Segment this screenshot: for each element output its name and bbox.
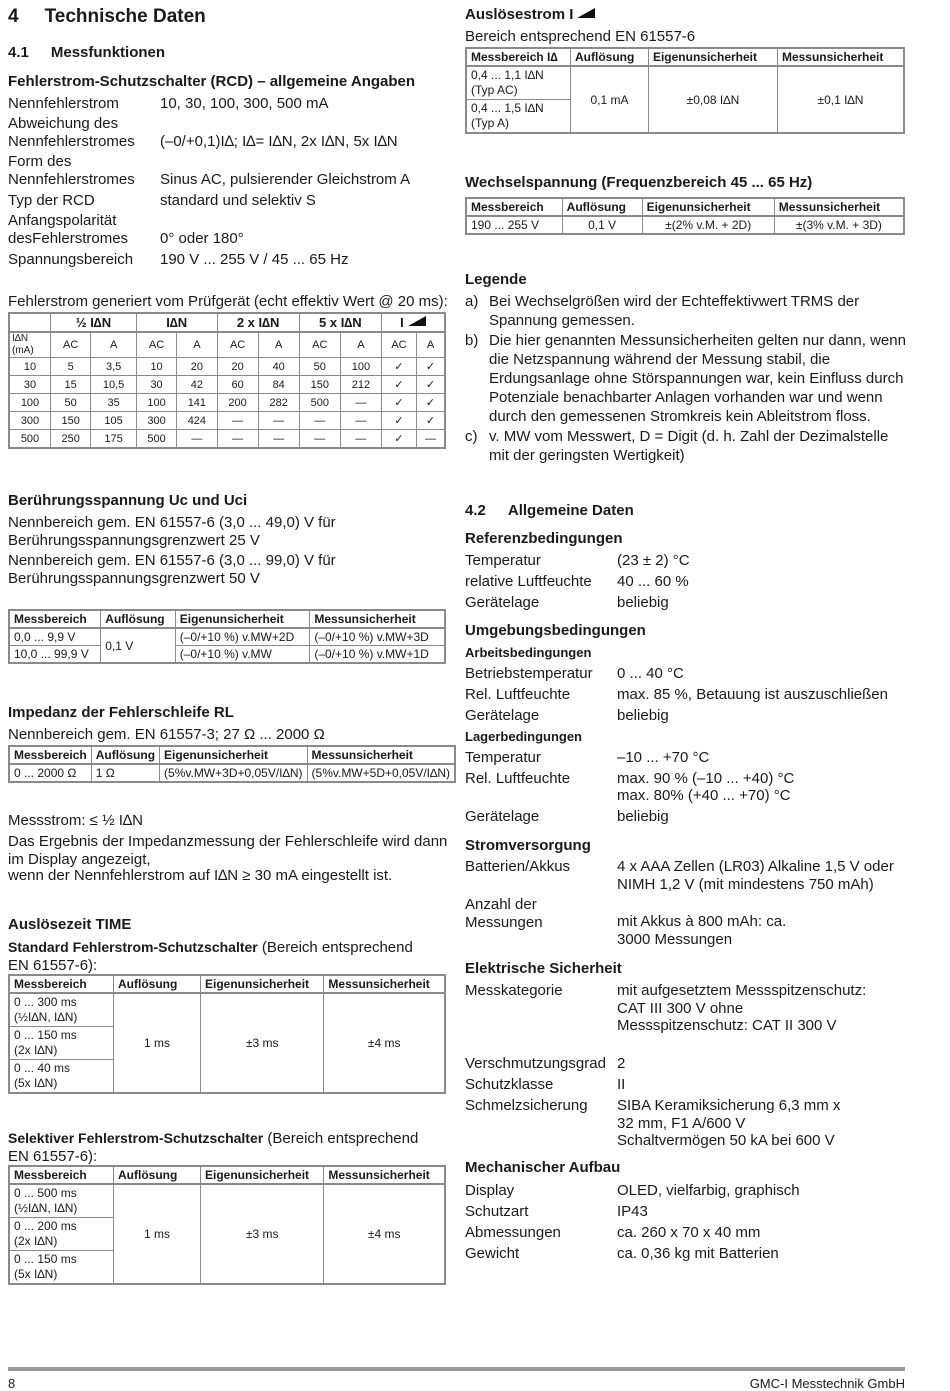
impedance-note: wenn der Nennfehlerstrom auf I∆N ≥ 30 mA eingestellt ist. (8, 867, 393, 884)
safety-heading: Elektrische Sicherheit (465, 960, 622, 977)
section-heading-4-1 (8, 44, 165, 61)
col-group: I∆N (136, 313, 217, 332)
table-row: 30 15 10,5 30 42 60 84 150 212 ✓ ✓ (9, 376, 445, 394)
row-head: I∆N (mA) (9, 332, 51, 358)
env-heading: Umgebungsbedingungen (465, 622, 646, 639)
table-row: 10 5 3,5 10 20 20 40 50 100 ✓ ✓ (9, 358, 445, 376)
time-heading: Auslösezeit TIME (8, 916, 132, 933)
table-row: 0 ... 300 ms (½I∆N, I∆N) 1 ms ±3 ms ±4 ms (9, 993, 445, 1027)
section-title: Messfunktionen (50, 44, 166, 61)
col-group: ½ I∆N (51, 313, 137, 332)
trip-current-table: Messbereich I∆ Auflösung Eigenunsicherheit Messunsicherheit 0,4 ... 1,1 I∆N (Typ AC) 0,1 mA ±0,08 I∆N ±0,1 I∆N 0,4 ... 1,5 I∆N (Typ A) (465, 47, 905, 134)
ac-voltage-heading: Wechselspannung (Frequenzbereich 45 ... 65 Hz) (465, 174, 813, 191)
fault-current-table: ½ I∆N I∆N 2 x I∆N 5 x I∆N I I∆N (mA) AC A AC A AC A AC A AC A 10 5 3,5 10 20 20 40 50 100 ✓ ✓ 30 15 10,5 30 42 60 84 150 212 ✓ ✓ 100 50 35 100 141 200 282 500 — ✓ ✓ 300 150 105 300 424 — — — — ✓ ✓ 500 250 175 500 — — — — — ✓ — (8, 312, 446, 449)
col-group: 2 x I∆N (217, 313, 299, 332)
col-group: 5 x I∆N (299, 313, 381, 332)
check-icon: ✓ (381, 430, 416, 449)
check-icon: ✓ (416, 376, 445, 394)
ramp-icon (408, 316, 426, 326)
contact-paragraph: Nennbereich gem. EN 61557-6 (3,0 ... 99,0) V für Berührungsspannungsgrenzwert 50 V (8, 552, 336, 587)
section-number: 4.1 (8, 44, 29, 61)
table-row: 0 ... 40 ms (5x I∆N) (9, 1060, 445, 1094)
chapter-number: 4 (8, 6, 19, 27)
col-group-ramp: I (381, 313, 445, 332)
power-heading: Stromversorgung (465, 837, 591, 854)
table-row: 0 ... 2000 Ω 1 Ω (5%v.MW+3D+0,05V/I∆N) (5%v.MW+5D+0,05V/I∆N) (9, 764, 455, 782)
table-row: 100 50 35 100 141 200 282 500 — ✓ ✓ (9, 394, 445, 412)
table-row: 10,0 ... 99,9 V (–0/+10 %) v.MW (–0/+10 %) v.MW+1D (9, 646, 445, 664)
impedance-note: Das Ergebnis der Impedanzmessung der Fehlerschleife wird dann im Display angezeigt, (8, 833, 448, 868)
ref-heading: Referenzbedingungen (465, 530, 623, 547)
chapter-title: Technische Daten (44, 6, 206, 27)
check-icon: ✓ (416, 358, 445, 376)
table-row: 0,4 ... 1,1 I∆N (Typ AC) 0,1 mA ±0,08 I∆N ±0,1 I∆N (466, 66, 904, 100)
table-row: 0 ... 500 ms (½I∆N, I∆N) 1 ms ±3 ms ±4 ms (9, 1184, 445, 1218)
impedance-paragraph: Nennbereich gem. EN 61557-3; 27 Ω ... 2000 Ω (8, 726, 325, 743)
table-row: 0 ... 150 ms (5x I∆N) (9, 1251, 445, 1285)
rcd-heading: Fehlerstrom-Schutzschalter (RCD) – allgemeine Angaben (8, 73, 416, 90)
legend-heading: Legende (465, 271, 527, 288)
table-row: 0,0 ... 9,9 V 0,1 V (–0/+10 %) v.MW+2D (–0/+10 %) v.MW+3D (9, 628, 445, 646)
section-heading-4-2: 4.2 Allgemeine Daten (465, 502, 634, 519)
ac-voltage-table: Messbereich Auflösung Eigenunsicherheit Messunsicherheit 190 ... 255 V 0,1 V ±(2% v.M. + 2D) ±(3% v.M. + 3D) (465, 197, 905, 235)
table-row: 190 ... 255 V 0,1 V ±(2% v.M. + 2D) ±(3% v.M. + 3D) (466, 216, 904, 234)
footer-company: GMC-I Messtechnik GmbH (749, 1376, 905, 1391)
footer-rule (8, 1367, 905, 1371)
table-row: 500 250 175 500 — — — — — ✓ — (9, 430, 445, 449)
page-number: 8 (8, 1376, 16, 1391)
table-row: 300 150 105 300 424 — — — — ✓ ✓ (9, 412, 445, 430)
check-icon: ✓ (416, 412, 445, 430)
impedance-note: Messstrom: ≤ ½ I∆N (8, 812, 143, 829)
impedance-heading: Impedanz der Fehlerschleife RL (8, 704, 234, 721)
store-heading: Lagerbedingungen (465, 729, 582, 744)
check-icon: ✓ (381, 358, 416, 376)
contact-heading: Berührungsspannung Uc und Uci (8, 492, 248, 509)
check-icon: ✓ (381, 412, 416, 430)
trip-current-sub: Bereich entsprechend EN 61557-6 (465, 28, 696, 45)
check-icon: ✓ (381, 376, 416, 394)
contact-table: Messbereich Auflösung Eigenunsicherheit Messunsicherheit 0,0 ... 9,9 V 0,1 V (–0/+10 %) v.MW+2D (–0/+10 %) v.MW+3D 10,0 ... 99,9 V (–0/+10 %) v.MW (–0/+10 %) v.MW+1D (8, 609, 446, 664)
time-selective-caption: Selektiver Fehlerstrom-Schutzschalter (Bereich entsprechend EN 61557-6): (8, 1130, 419, 1165)
chapter-heading (8, 6, 206, 28)
ramp-icon (577, 8, 595, 18)
rcd-spec-list: Nennfehlerstrom 10, 30, 100, 300, 500 mA Abweichung des Nennfehlerstromes (–0/+0,1)I∆; I∆= I∆N, 2x I∆N, 5x I∆N Form des Nennfehlerstromes Sinus AC, pulsierender Gleichstrom A Typ der RCD standard und selektiv S Anfangspolarität desFehlerstromes 0° oder 180° Spannungsbereich 190 V ... 255 V / 45 ... 65 Hz (8, 95, 411, 268)
contact-paragraph: Nennbereich gem. EN 61557-6 (3,0 ... 49,0) V für Berührungsspannungsgrenzwert 25 V (8, 514, 336, 549)
time-standard-table: Messbereich Auflösung Eigenunsicherheit Messunsicherheit 0 ... 300 ms (½I∆N, I∆N) 1 ms ±3 ms ±4 ms 0 ... 150 ms (2x I∆N) 0 ... 40 ms (5x I∆N) (8, 974, 446, 1094)
table-row: 0 ... 150 ms (2x I∆N) (9, 1027, 445, 1060)
mech-heading: Mechanischer Aufbau (465, 1159, 621, 1176)
table-row: 0,4 ... 1,5 I∆N (Typ A) (466, 100, 904, 134)
fault-table-caption: Fehlerstrom generiert vom Prüfgerät (echt effektiv Wert @ 20 ms): (8, 293, 448, 310)
check-icon: ✓ (381, 394, 416, 412)
time-selective-table: Messbereich Auflösung Eigenunsicherheit Messunsicherheit 0 ... 500 ms (½I∆N, I∆N) 1 ms ±3 ms ±4 ms 0 ... 200 ms (2x I∆N) 0 ... 150 ms (5x I∆N) (8, 1165, 446, 1285)
table-corner (9, 313, 51, 332)
time-standard-caption: Standard Fehlerstrom-Schutzschalter (Bereich entsprechend EN 61557-6): (8, 939, 413, 974)
impedance-table: Messbereich Auflösung Eigenunsicherheit Messunsicherheit 0 ... 2000 Ω 1 Ω (5%v.MW+3D+0,05V/I∆N) (5%v.MW+5D+0,05V/I∆N) (8, 745, 456, 783)
check-icon: ✓ (416, 394, 445, 412)
work-heading: Arbeitsbedingungen (465, 645, 592, 660)
trip-current-heading: Auslösestrom I (465, 6, 595, 23)
table-row: 0 ... 200 ms (2x I∆N) (9, 1218, 445, 1251)
